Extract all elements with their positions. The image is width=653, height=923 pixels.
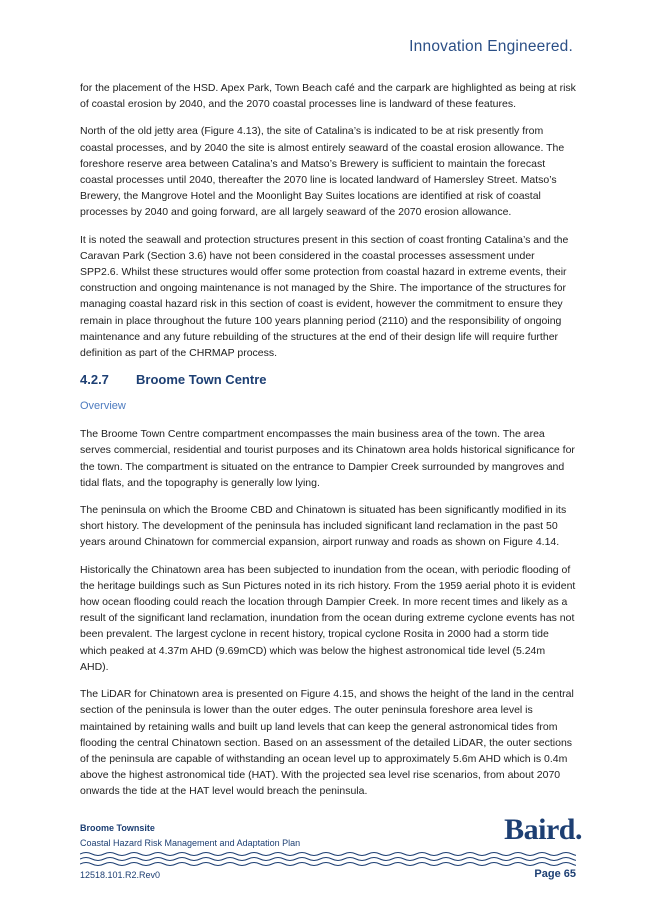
paragraph-7: The LiDAR for Chinatown area is presented on Figure 4.15, and shows the height of the land in the central section of the peninsula is lower than the outer edges. The outer peninsula foreshore area level is maintained by retaining walls and built up land levels that can keep the general astronomical tides from flooding the central Chinatown section. Based on an assessment of the detailed LiDAR, the outer sections of the peninsula are capable of withstanding an ocean level up to approximately 5.6m AHD which is 0.4m above the highest astronomical tide (HAT). With the projected sea level rise scenarios, from about 2070 onwards the tide at the HAT level would breach the peninsula.: [80, 688, 574, 798]
footer-wave-divider: [80, 851, 576, 867]
document-reference: 12518.101.R2.Rev0: [80, 870, 161, 880]
document-body: [80, 80, 576, 811]
paragraph-4: The Broome Town Centre compartment encompasses the main business area of the town. The area serves commercial, residential and tourist purposes and its Chinatown area holds historical significance for the town. The compartment is situated on the entrance to Dampier Creek surrounded by mangroves and tidal flats, and the topography is generally low lying.: [80, 428, 575, 489]
paragraph-6: Historically the Chinatown area has been subjected to inundation from the ocean, with periodic flooding of the heritage buildings such as Sun Pictures noted in its rich history. From the 1959 aerial photo it is evident how ocean flooding could reach the location through Dampier Creek. In more recent times and likely as a result of the significant land reclamation, inundation from the ocean during extreme cyclone events has not been prevalent. The largest cyclone in recent history, tropical cyclone Rosita in 2000 had a storm tide which peaked at 4.37m AHD (9.69mCD) which was below the highest astronomical tide level (5.24m AHD).: [80, 563, 576, 673]
section-heading: [80, 372, 576, 388]
paragraph-5: The peninsula on which the Broome CBD and Chinatown is situated has been significantly modified in its short history. The development of the peninsula has included significant land reclamation in the past 50 years around Chinatown for commercial expansion, airport runway and roads as shown on Figure 4.14.: [80, 504, 567, 549]
section-title: Broome Town Centre: [136, 372, 267, 388]
footer-project: Broome Townsite: [80, 823, 155, 833]
paragraph-2: North of the old jetty area (Figure 4.13), the site of Catalina’s is indicated to be at risk presently from coastal processes, and by 2040 the site is almost entirely seaward of the coastal erosion allowance. The foreshore reserve area between Catalina’s and Matso’s Brewery is sufficient to maintain the forecast coastal processes until 2040, thereafter the 2070 line is located landward of Hamersley Street. Matso’s Brewery, the Mangrove Hotel and the Moonlight Bay Suites locations are identified at risk of coastal processes by 2040 and going forward, are all largely seaward of the 2070 erosion allowance.: [80, 125, 565, 219]
section-number: 4.2.7: [80, 372, 109, 388]
page-number: Page 65: [534, 868, 576, 880]
paragraph-3: It is noted the seawall and protection structures present in this section of coast fronting Catalina’s and the Caravan Park (Section 3.6) have not been considered in the coastal processes assessment under SPP2.6. Whilst these structures would offer some protection from coastal hazard in extreme events, their construction and ongoing maintenance is not managed by the Shire. The importance of the structures for managing coastal hazard risk in this section of coast is evident, however the commitment to ensure they remain in place throughout the future 100 years planning period (2110) and the responsibility of ongoing maintenance and any future rebuilding of the structures at the end of their design life will require further definition as part of the CHRMAP process.: [80, 233, 569, 360]
overview-subheading: Overview: [80, 400, 126, 413]
footer-plan-title: Coastal Hazard Risk Management and Adaptation Plan: [80, 838, 301, 848]
baird-logo: Baird.: [504, 813, 582, 846]
paragraph-1: for the placement of the HSD. Apex Park, Town Beach café and the carpark are highlighted as being at risk of coastal erosion by 2040, and the 2070 coastal processes line is landward of these features.: [80, 82, 576, 111]
header-tagline: Innovation Engineered.: [409, 38, 573, 55]
